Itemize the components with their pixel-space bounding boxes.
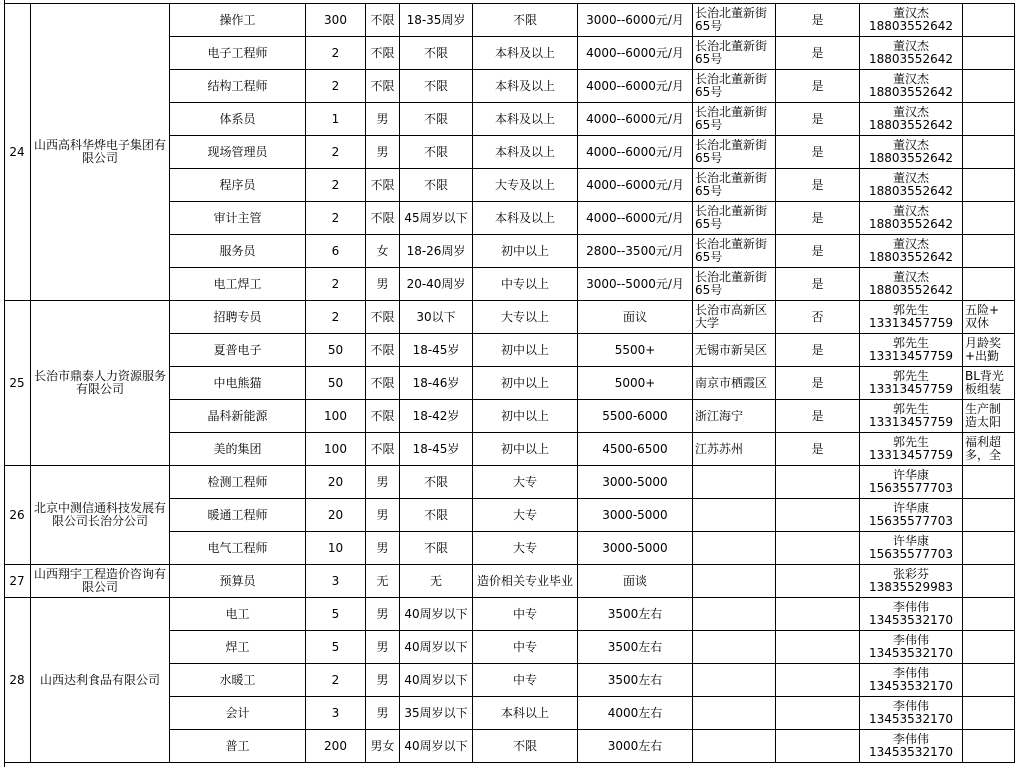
job-cell[interactable]: 程序员 <box>170 169 306 202</box>
num-cell[interactable]: 2 <box>306 301 366 334</box>
loc-cell[interactable]: 长治市高新区大学 <box>693 301 776 334</box>
sex-cell[interactable]: 男 <box>366 136 400 169</box>
num-cell[interactable]: 20 <box>306 499 366 532</box>
company-name-cell[interactable]: 长治市鼎泰人力资源服务有限公司 <box>31 301 170 466</box>
board-cell[interactable] <box>776 631 860 664</box>
loc-cell[interactable]: 长治北董新街65号 <box>693 235 776 268</box>
edu-cell[interactable]: 初中以上 <box>473 400 578 433</box>
note-cell[interactable] <box>963 169 1015 202</box>
sex-cell[interactable]: 不限 <box>366 202 400 235</box>
board-cell[interactable] <box>776 598 860 631</box>
edu-cell[interactable]: 大专 <box>473 466 578 499</box>
loc-cell[interactable] <box>693 532 776 565</box>
salary-cell[interactable]: 3500左右 <box>578 598 693 631</box>
sex-cell[interactable]: 不限 <box>366 301 400 334</box>
contact-cell[interactable]: 董汉杰 18803552642 <box>860 4 963 37</box>
contact-cell[interactable]: 董汉杰 18803552642 <box>860 268 963 301</box>
age-cell[interactable]: 35周岁以下 <box>400 697 473 730</box>
num-cell[interactable]: 2 <box>306 37 366 70</box>
board-cell[interactable]: 是 <box>776 103 860 136</box>
age-cell[interactable]: 18-46岁 <box>400 367 473 400</box>
loc-cell[interactable]: 浙江海宁 <box>693 400 776 433</box>
board-cell[interactable]: 是 <box>776 70 860 103</box>
edu-cell[interactable]: 初中以上 <box>473 433 578 466</box>
board-cell[interactable]: 是 <box>776 136 860 169</box>
num-cell[interactable]: 5 <box>306 598 366 631</box>
num-cell[interactable]: 50 <box>306 367 366 400</box>
board-cell[interactable] <box>776 730 860 763</box>
sex-cell[interactable]: 不限 <box>366 400 400 433</box>
note-cell[interactable] <box>963 202 1015 235</box>
company-name-cell[interactable]: 山西达利食品有限公司 <box>31 598 170 763</box>
board-cell[interactable] <box>776 532 860 565</box>
job-cell[interactable]: 招聘专员 <box>170 301 306 334</box>
contact-cell[interactable]: 李伟伟 13453532170 <box>860 730 963 763</box>
note-cell[interactable] <box>963 4 1015 37</box>
job-cell[interactable]: 电子工程师 <box>170 37 306 70</box>
edu-cell[interactable]: 本科及以上 <box>473 202 578 235</box>
loc-cell[interactable]: 无锡市新吴区 <box>693 334 776 367</box>
note-cell[interactable] <box>963 37 1015 70</box>
job-cell[interactable]: 服务员 <box>170 235 306 268</box>
age-cell[interactable]: 不限 <box>400 136 473 169</box>
company-name-cell[interactable]: 山西高科华烨电子集团有限公司 <box>31 4 170 301</box>
job-cell[interactable]: 夏普电子 <box>170 334 306 367</box>
row-number-cell[interactable]: 24 <box>4 4 31 301</box>
board-cell[interactable] <box>776 664 860 697</box>
sex-cell[interactable]: 不限 <box>366 367 400 400</box>
salary-cell[interactable]: 3000--5000元/月 <box>578 268 693 301</box>
board-cell[interactable]: 是 <box>776 334 860 367</box>
company-name-cell[interactable]: 山西翔宇工程造价咨询有限公司 <box>31 565 170 598</box>
edu-cell[interactable]: 中专 <box>473 664 578 697</box>
edu-cell[interactable]: 不限 <box>473 730 578 763</box>
age-cell[interactable]: 不限 <box>400 532 473 565</box>
salary-cell[interactable]: 3500左右 <box>578 664 693 697</box>
job-cell[interactable]: 审计主管 <box>170 202 306 235</box>
edu-cell[interactable]: 中专以上 <box>473 268 578 301</box>
num-cell[interactable]: 3 <box>306 565 366 598</box>
board-cell[interactable]: 否 <box>776 301 860 334</box>
age-cell[interactable]: 18-42岁 <box>400 400 473 433</box>
num-cell[interactable]: 200 <box>306 730 366 763</box>
board-cell[interactable]: 是 <box>776 433 860 466</box>
edu-cell[interactable]: 大专以上 <box>473 301 578 334</box>
loc-cell[interactable]: 长治北董新街65号 <box>693 169 776 202</box>
job-cell[interactable]: 普工 <box>170 730 306 763</box>
note-cell[interactable]: 五险+ 双休 <box>963 301 1015 334</box>
loc-cell[interactable] <box>693 565 776 598</box>
job-cell[interactable]: 预算员 <box>170 565 306 598</box>
loc-cell[interactable]: 长治北董新街65号 <box>693 4 776 37</box>
contact-cell[interactable]: 郭先生 13313457759 <box>860 301 963 334</box>
num-cell[interactable]: 2 <box>306 136 366 169</box>
sex-cell[interactable]: 女 <box>366 235 400 268</box>
salary-cell[interactable]: 5500-6000 <box>578 400 693 433</box>
sex-cell[interactable]: 男 <box>366 103 400 136</box>
contact-cell[interactable]: 李伟伟 13453532170 <box>860 664 963 697</box>
edu-cell[interactable]: 本科及以上 <box>473 37 578 70</box>
job-cell[interactable]: 检测工程师 <box>170 466 306 499</box>
job-cell[interactable]: 会计 <box>170 697 306 730</box>
salary-cell[interactable]: 4000--6000元/月 <box>578 103 693 136</box>
loc-cell[interactable] <box>693 697 776 730</box>
job-cell[interactable]: 电气工程师 <box>170 532 306 565</box>
board-cell[interactable]: 是 <box>776 37 860 70</box>
board-cell[interactable]: 是 <box>776 367 860 400</box>
board-cell[interactable]: 是 <box>776 202 860 235</box>
loc-cell[interactable]: 长治北董新街65号 <box>693 37 776 70</box>
salary-cell[interactable]: 4000--6000元/月 <box>578 169 693 202</box>
loc-cell[interactable]: 长治北董新街65号 <box>693 268 776 301</box>
sex-cell[interactable]: 男 <box>366 631 400 664</box>
salary-cell[interactable]: 面谈 <box>578 565 693 598</box>
note-cell[interactable] <box>963 103 1015 136</box>
note-cell[interactable] <box>963 235 1015 268</box>
salary-cell[interactable]: 3000--6000元/月 <box>578 4 693 37</box>
job-cell[interactable]: 结构工程师 <box>170 70 306 103</box>
job-cell[interactable]: 电工 <box>170 598 306 631</box>
note-cell[interactable] <box>963 499 1015 532</box>
salary-cell[interactable]: 3000-5000 <box>578 499 693 532</box>
num-cell[interactable]: 3 <box>306 697 366 730</box>
num-cell[interactable]: 100 <box>306 433 366 466</box>
sex-cell[interactable]: 不限 <box>366 334 400 367</box>
num-cell[interactable]: 5 <box>306 631 366 664</box>
age-cell[interactable]: 20-40周岁 <box>400 268 473 301</box>
sex-cell[interactable]: 男女 <box>366 730 400 763</box>
sex-cell[interactable]: 男 <box>366 664 400 697</box>
num-cell[interactable]: 300 <box>306 4 366 37</box>
note-cell[interactable]: BL背光 板组装 <box>963 367 1015 400</box>
num-cell[interactable]: 1 <box>306 103 366 136</box>
contact-cell[interactable]: 董汉杰 18803552642 <box>860 103 963 136</box>
contact-cell[interactable]: 郭先生 13313457759 <box>860 433 963 466</box>
job-cell[interactable]: 体系员 <box>170 103 306 136</box>
edu-cell[interactable]: 不限 <box>473 4 578 37</box>
edu-cell[interactable]: 本科及以上 <box>473 136 578 169</box>
job-cell[interactable]: 美的集团 <box>170 433 306 466</box>
board-cell[interactable] <box>776 466 860 499</box>
num-cell[interactable]: 2 <box>306 169 366 202</box>
note-cell[interactable] <box>963 697 1015 730</box>
note-cell[interactable] <box>963 532 1015 565</box>
contact-cell[interactable]: 许华康 15635577703 <box>860 532 963 565</box>
contact-cell[interactable]: 张彩芬 13835529983 <box>860 565 963 598</box>
age-cell[interactable]: 18-45岁 <box>400 433 473 466</box>
salary-cell[interactable]: 5000+ <box>578 367 693 400</box>
note-cell[interactable] <box>963 565 1015 598</box>
contact-cell[interactable]: 董汉杰 18803552642 <box>860 37 963 70</box>
salary-cell[interactable]: 4000左右 <box>578 697 693 730</box>
salary-cell[interactable]: 3000-5000 <box>578 466 693 499</box>
contact-cell[interactable]: 许华康 15635577703 <box>860 499 963 532</box>
age-cell[interactable]: 30以下 <box>400 301 473 334</box>
edu-cell[interactable]: 本科及以上 <box>473 70 578 103</box>
loc-cell[interactable]: 长治北董新街65号 <box>693 136 776 169</box>
salary-cell[interactable]: 4500-6500 <box>578 433 693 466</box>
job-cell[interactable]: 电工焊工 <box>170 268 306 301</box>
age-cell[interactable]: 40周岁以下 <box>400 598 473 631</box>
job-cell[interactable]: 操作工 <box>170 4 306 37</box>
age-cell[interactable]: 不限 <box>400 37 473 70</box>
sex-cell[interactable]: 不限 <box>366 70 400 103</box>
age-cell[interactable]: 40周岁以下 <box>400 730 473 763</box>
contact-cell[interactable]: 董汉杰 18803552642 <box>860 70 963 103</box>
job-cell[interactable]: 现场管理员 <box>170 136 306 169</box>
salary-cell[interactable]: 4000--6000元/月 <box>578 202 693 235</box>
note-cell[interactable]: 福利超 多，全 <box>963 433 1015 466</box>
board-cell[interactable] <box>776 499 860 532</box>
note-cell[interactable] <box>963 70 1015 103</box>
company-name-cell[interactable]: 北京中测信通科技发展有限公司长治分公司 <box>31 466 170 565</box>
sex-cell[interactable]: 男 <box>366 499 400 532</box>
job-cell[interactable]: 焊工 <box>170 631 306 664</box>
age-cell[interactable]: 18-35周岁 <box>400 4 473 37</box>
note-cell[interactable] <box>963 136 1015 169</box>
loc-cell[interactable] <box>693 598 776 631</box>
sex-cell[interactable]: 男 <box>366 466 400 499</box>
age-cell[interactable]: 不限 <box>400 499 473 532</box>
edu-cell[interactable]: 中专 <box>473 631 578 664</box>
left-gridline <box>4 0 5 767</box>
edu-cell[interactable]: 中专 <box>473 598 578 631</box>
salary-cell[interactable]: 4000--6000元/月 <box>578 70 693 103</box>
num-cell[interactable]: 50 <box>306 334 366 367</box>
row-number-cell[interactable]: 27 <box>4 565 31 598</box>
num-cell[interactable]: 6 <box>306 235 366 268</box>
board-cell[interactable] <box>776 565 860 598</box>
num-cell[interactable]: 10 <box>306 532 366 565</box>
row-number-cell[interactable]: 28 <box>4 598 31 763</box>
loc-cell[interactable] <box>693 466 776 499</box>
edu-cell[interactable]: 本科及以上 <box>473 103 578 136</box>
age-cell[interactable]: 18-26周岁 <box>400 235 473 268</box>
note-cell[interactable] <box>963 664 1015 697</box>
contact-cell[interactable]: 郭先生 13313457759 <box>860 367 963 400</box>
contact-cell[interactable]: 董汉杰 18803552642 <box>860 235 963 268</box>
num-cell[interactable]: 2 <box>306 70 366 103</box>
salary-cell[interactable]: 3000-5000 <box>578 532 693 565</box>
loc-cell[interactable]: 长治北董新街65号 <box>693 103 776 136</box>
note-cell[interactable] <box>963 598 1015 631</box>
note-cell[interactable]: 生产制 造太阳 <box>963 400 1015 433</box>
board-cell[interactable]: 是 <box>776 400 860 433</box>
loc-cell[interactable] <box>693 499 776 532</box>
age-cell[interactable]: 不限 <box>400 169 473 202</box>
job-cell[interactable]: 晶科新能源 <box>170 400 306 433</box>
sex-cell[interactable]: 无 <box>366 565 400 598</box>
board-cell[interactable]: 是 <box>776 268 860 301</box>
note-cell[interactable] <box>963 268 1015 301</box>
loc-cell[interactable] <box>693 730 776 763</box>
loc-cell[interactable]: 长治北董新街65号 <box>693 70 776 103</box>
contact-cell[interactable]: 李伟伟 13453532170 <box>860 631 963 664</box>
note-cell[interactable] <box>963 631 1015 664</box>
sex-cell[interactable]: 不限 <box>366 169 400 202</box>
job-cell[interactable]: 暖通工程师 <box>170 499 306 532</box>
loc-cell[interactable]: 江苏苏州 <box>693 433 776 466</box>
edu-cell[interactable]: 本科以上 <box>473 697 578 730</box>
board-cell[interactable]: 是 <box>776 235 860 268</box>
num-cell[interactable]: 2 <box>306 664 366 697</box>
edu-cell[interactable]: 大专 <box>473 499 578 532</box>
board-cell[interactable]: 是 <box>776 169 860 202</box>
age-cell[interactable]: 18-45岁 <box>400 334 473 367</box>
note-cell[interactable] <box>963 730 1015 763</box>
sex-cell[interactable]: 男 <box>366 268 400 301</box>
contact-cell[interactable]: 董汉杰 18803552642 <box>860 202 963 235</box>
contact-cell[interactable]: 李伟伟 13453532170 <box>860 598 963 631</box>
age-cell[interactable]: 不限 <box>400 103 473 136</box>
board-cell[interactable] <box>776 697 860 730</box>
edu-cell[interactable]: 初中以上 <box>473 235 578 268</box>
salary-cell[interactable]: 面议 <box>578 301 693 334</box>
loc-cell[interactable] <box>693 631 776 664</box>
age-cell[interactable]: 不限 <box>400 70 473 103</box>
salary-cell[interactable]: 4000--6000元/月 <box>578 37 693 70</box>
loc-cell[interactable] <box>693 664 776 697</box>
sex-cell[interactable]: 男 <box>366 697 400 730</box>
salary-cell[interactable]: 3000左右 <box>578 730 693 763</box>
board-cell[interactable]: 是 <box>776 4 860 37</box>
contact-cell[interactable]: 郭先生 13313457759 <box>860 334 963 367</box>
sex-cell[interactable]: 男 <box>366 532 400 565</box>
job-cell[interactable]: 水暖工 <box>170 664 306 697</box>
sex-cell[interactable]: 不限 <box>366 433 400 466</box>
contact-cell[interactable]: 许华康 15635577703 <box>860 466 963 499</box>
row-number-cell[interactable]: 26 <box>4 466 31 565</box>
edu-cell[interactable]: 初中以上 <box>473 367 578 400</box>
edu-cell[interactable]: 造价相关专业毕业 <box>473 565 578 598</box>
note-cell[interactable] <box>963 466 1015 499</box>
salary-cell[interactable]: 2800--3500元/月 <box>578 235 693 268</box>
edu-cell[interactable]: 大专 <box>473 532 578 565</box>
num-cell[interactable]: 20 <box>306 466 366 499</box>
age-cell[interactable]: 40周岁以下 <box>400 664 473 697</box>
contact-cell[interactable]: 董汉杰 18803552642 <box>860 169 963 202</box>
num-cell[interactable]: 2 <box>306 202 366 235</box>
edu-cell[interactable]: 初中以上 <box>473 334 578 367</box>
contact-cell[interactable]: 董汉杰 18803552642 <box>860 136 963 169</box>
age-cell[interactable]: 45周岁以下 <box>400 202 473 235</box>
row-number-cell[interactable]: 25 <box>4 301 31 466</box>
sex-cell[interactable]: 不限 <box>366 37 400 70</box>
sex-cell[interactable]: 男 <box>366 598 400 631</box>
num-cell[interactable]: 2 <box>306 268 366 301</box>
contact-cell[interactable]: 李伟伟 13453532170 <box>860 697 963 730</box>
salary-cell[interactable]: 5500+ <box>578 334 693 367</box>
salary-cell[interactable]: 4000--6000元/月 <box>578 136 693 169</box>
note-cell[interactable]: 月龄奖 +出勤 <box>963 334 1015 367</box>
age-cell[interactable]: 40周岁以下 <box>400 631 473 664</box>
loc-cell[interactable]: 南京市栖霞区 <box>693 367 776 400</box>
contact-cell[interactable]: 郭先生 13313457759 <box>860 400 963 433</box>
sex-cell[interactable]: 不限 <box>366 4 400 37</box>
edu-cell[interactable]: 大专及以上 <box>473 169 578 202</box>
num-cell[interactable]: 100 <box>306 400 366 433</box>
age-cell[interactable]: 无 <box>400 565 473 598</box>
salary-cell[interactable]: 3500左右 <box>578 631 693 664</box>
loc-cell[interactable]: 长治北董新街65号 <box>693 202 776 235</box>
age-cell[interactable]: 不限 <box>400 466 473 499</box>
job-cell[interactable]: 中电熊猫 <box>170 367 306 400</box>
